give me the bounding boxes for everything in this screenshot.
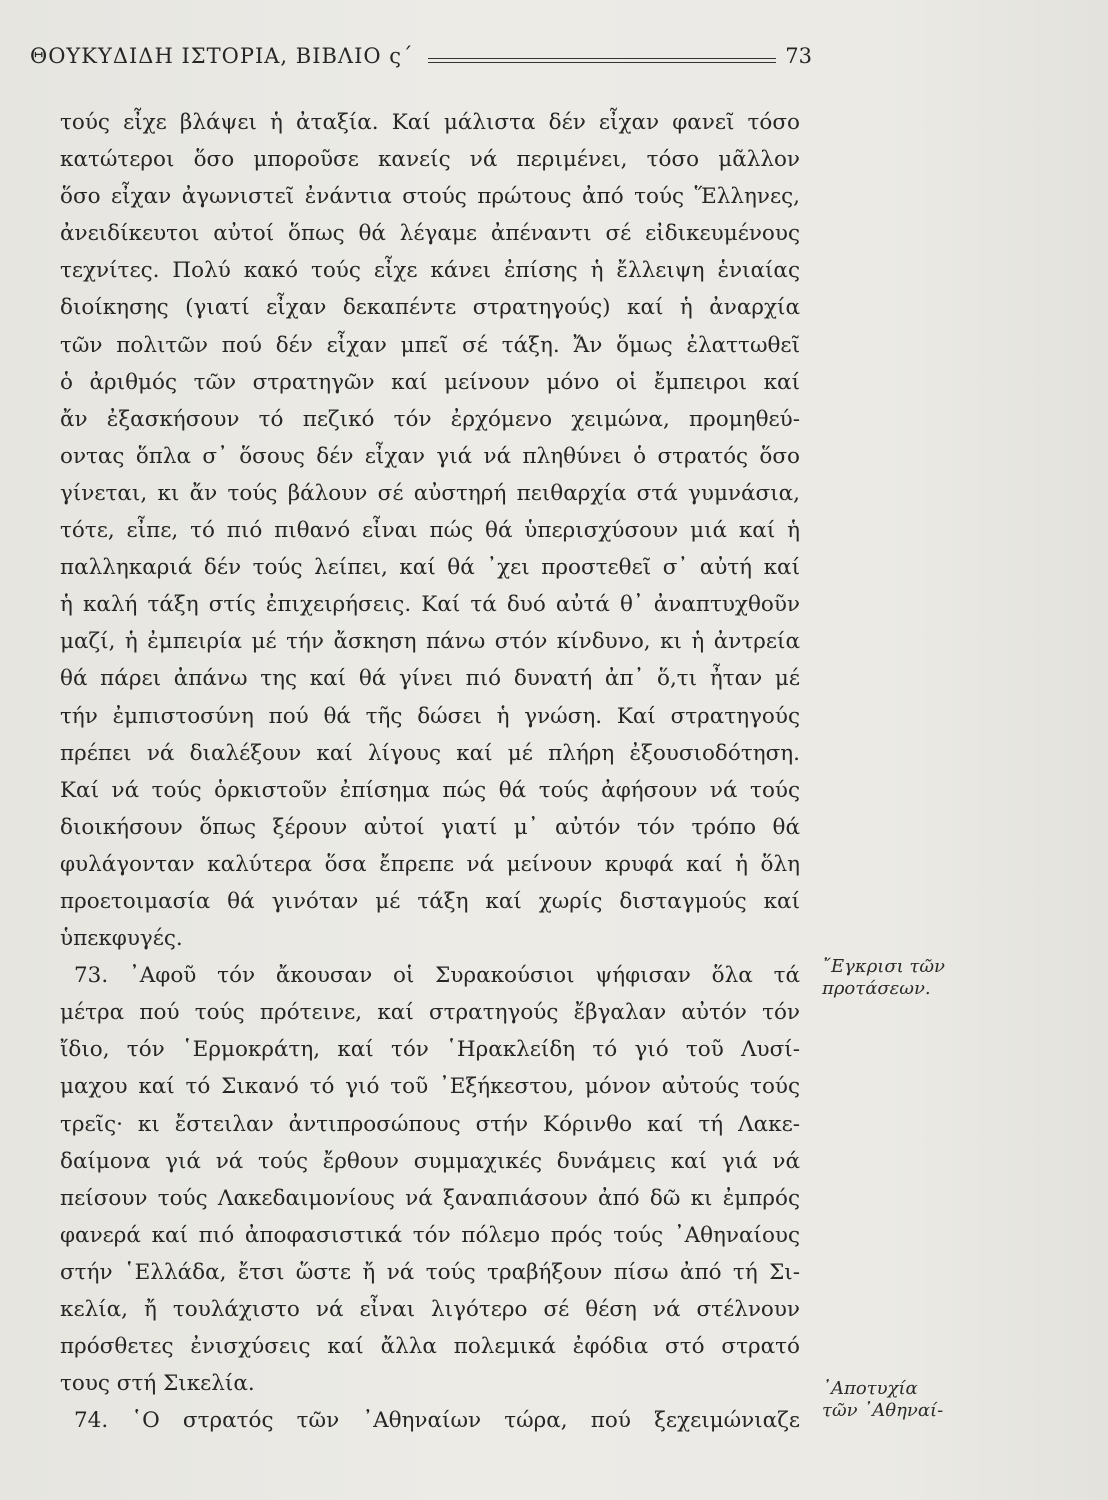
- margin-note-line: προτάσεων.: [822, 978, 931, 999]
- text-line: πρέπει νά διαλέξουν καί λίγους καί μέ πλήρη ἐξουσιοδότηση.: [60, 740, 800, 766]
- text-line: ἀνειδίκευτοι αὐτοί ὅπως θά λέγαμε ἀπέναντι σέ εἰδικευμένους: [60, 221, 800, 247]
- text-line: μέτρα πού τούς πρότεινε, καί στρατηγούς ἔβγαλαν αὐτόν τόν: [60, 1000, 800, 1026]
- text-line: τεχνίτες. Πολύ κακό τούς εἶχε κάνει ἐπίσης ἡ ἔλλειψη ἑνιαίας: [60, 258, 800, 284]
- text-line: ὅσο εἶχαν ἀγωνιστεῖ ἐνάντια στούς πρώτους ἀπό τούς Ἕλληνες,: [60, 184, 800, 210]
- text-line: ἄν ἐξασκήσουν τό πεζικό τόν ἐρχόμενο χειμώνα, προμηθεύ-: [60, 406, 800, 432]
- text-line: τους στή Σικελία.: [60, 1371, 255, 1397]
- margin-note-approval: [822, 956, 945, 1000]
- margin-note-line: τῶν ᾿Αθηναί-: [822, 1400, 944, 1421]
- header-rule: [428, 58, 776, 63]
- text-line: μαζί, ἡ ἐμπειρία μέ τήν ἄσκηση πάνω στόν κίνδυνο, κι ἡ ἀντρεία: [60, 629, 800, 655]
- margin-note-line: ᾿Αποτυχία: [822, 1378, 918, 1399]
- page-header: [30, 44, 812, 74]
- text-line: τῶν πολιτῶν πού δέν εἶχαν μπεῖ σέ τάξη. Ἄν ὅμως ἐλαττωθεῖ: [60, 332, 800, 358]
- text-line: κατώτεροι ὅσο μποροῦσε κανείς νά περιμένει, τόσο μᾶλλον: [60, 147, 800, 173]
- text-line: πρόσθετες ἐνισχύσεις καί ἄλλα πολεμικά ἐφόδια στό στρατό: [60, 1334, 800, 1360]
- text-line: θά πάρει ἀπάνω της καί θά γίνει πιό δυνατή ἀπ᾿ ὅ,τι ἦταν μέ: [60, 666, 800, 692]
- text-line: ὑπεκφυγές.: [60, 926, 183, 952]
- paragraph-73-start: 73. ᾿Αφοῦ τόν ἄκουσαν οἱ Συρακούσιοι ψήφισαν ὅλα τά: [74, 963, 800, 989]
- text-line: ὁ ἀριθμός τῶν στρατηγῶν καί μείνουν μόνο οἱ ἔμπειροι καί: [60, 369, 800, 395]
- text-line: φυλάγονταν καλύτερα ὅσα ἔπρεπε νά μείνουν κρυφά καί ἡ ὅλη: [60, 851, 800, 877]
- page-number: 73: [785, 44, 812, 68]
- text-line: μαχου καί τό Σικανό τό γιό τοῦ ᾿Εξήκεστου, μόνον αὐτούς τούς: [60, 1074, 800, 1100]
- text-line: πείσουν τούς Λακεδαιμονίους νά ξαναπιάσουν ἀπό δῶ κι ἐμπρός: [60, 1185, 800, 1211]
- body-text: [60, 104, 800, 1439]
- text-line: στήν ῾Ελλάδα, ἔτσι ὥστε ἤ νά τούς τραβήξουν πίσω ἀπό τή Σι-: [60, 1259, 800, 1285]
- running-head: ΘΟΥΚΥΔΙΔΗ ΙΣΤΟΡΙΑ, ΒΙΒΛΙΟ ς΄: [30, 44, 414, 68]
- text-line: παλληκαριά δέν τούς λείπει, καί θά ᾿χει προστεθεῖ σ᾿ αὐτή καί: [60, 555, 800, 581]
- margin-note-line: ῎Εγκρισι τῶν: [822, 956, 945, 977]
- text-line: διοίκησης (γιατί εἶχαν δεκαπέντε στρατηγούς) καί ἡ ἀναρχία: [60, 295, 800, 321]
- text-line: φανερά καί πιό ἀποφασιστικά τόν πόλεμο πρός τούς ᾿Αθηναίους: [60, 1222, 800, 1248]
- text-line: ἴδιο, τόν ῾Ερμοκράτη, καί τόν ῾Ηρακλείδη τό γιό τοῦ Λυσί-: [60, 1037, 800, 1063]
- text-line: κελία, ἤ τουλάχιστο νά εἶναι λιγότερο σέ θέση νά στέλνουν: [60, 1297, 800, 1322]
- text-line: προετοιμασία θά γινόταν μέ τάξη καί χωρίς δισταγμούς καί: [60, 888, 800, 914]
- paragraph-74-start: 74. ῾Ο στρατός τῶν ᾿Αθηναίων τώρα, πού ξεχειμώνιαζε: [74, 1408, 800, 1434]
- text-line: Καί νά τούς ὁρκιστοῦν ἐπίσημα πώς θά τούς ἀφήσουν νά τούς: [60, 777, 800, 803]
- text-line: ἡ καλή τάξη στίς ἐπιχειρήσεις. Καί τά δυό αὐτά θ᾿ ἀναπτυχθοῦν: [60, 592, 800, 618]
- text-line: οντας ὅπλα σ᾿ ὅσους δέν εἶχαν γιά νά πληθύνει ὁ στρατός ὅσο: [60, 443, 800, 469]
- text-line: γίνεται, κι ἄν τούς βάλουν σέ αὐστηρή πειθαρχία στά γυμνάσια,: [60, 480, 800, 506]
- text-line: τρεῖς· κι ἔστειλαν ἀντιπροσώπους στήν Κόρινθο καί τή Λακε-: [60, 1111, 800, 1137]
- text-line: τήν ἐμπιστοσύνη πού θά τῆς δώσει ἡ γνώση. Καί στρατηγούς: [60, 703, 800, 729]
- text-line: τούς εἶχε βλάψει ἡ ἀταξία. Καί μάλιστα δέν εἶχαν φανεῖ τόσο: [60, 110, 800, 135]
- text-line: τότε, εἶπε, τό πιό πιθανό εἶναι πώς θά ὑπερισχύσουν μιά καί ἡ: [60, 518, 800, 544]
- text-line: διοικήσουν ὅπως ξέρουν αὐτοί γιατί μ᾿ αὐτόν τόν τρόπο θά: [60, 814, 800, 840]
- margin-note-failure: [822, 1378, 943, 1422]
- text-line: δαίμονα γιά νά τούς ἔρθουν συμμαχικές δυνάμεις καί γιά νά: [60, 1148, 800, 1174]
